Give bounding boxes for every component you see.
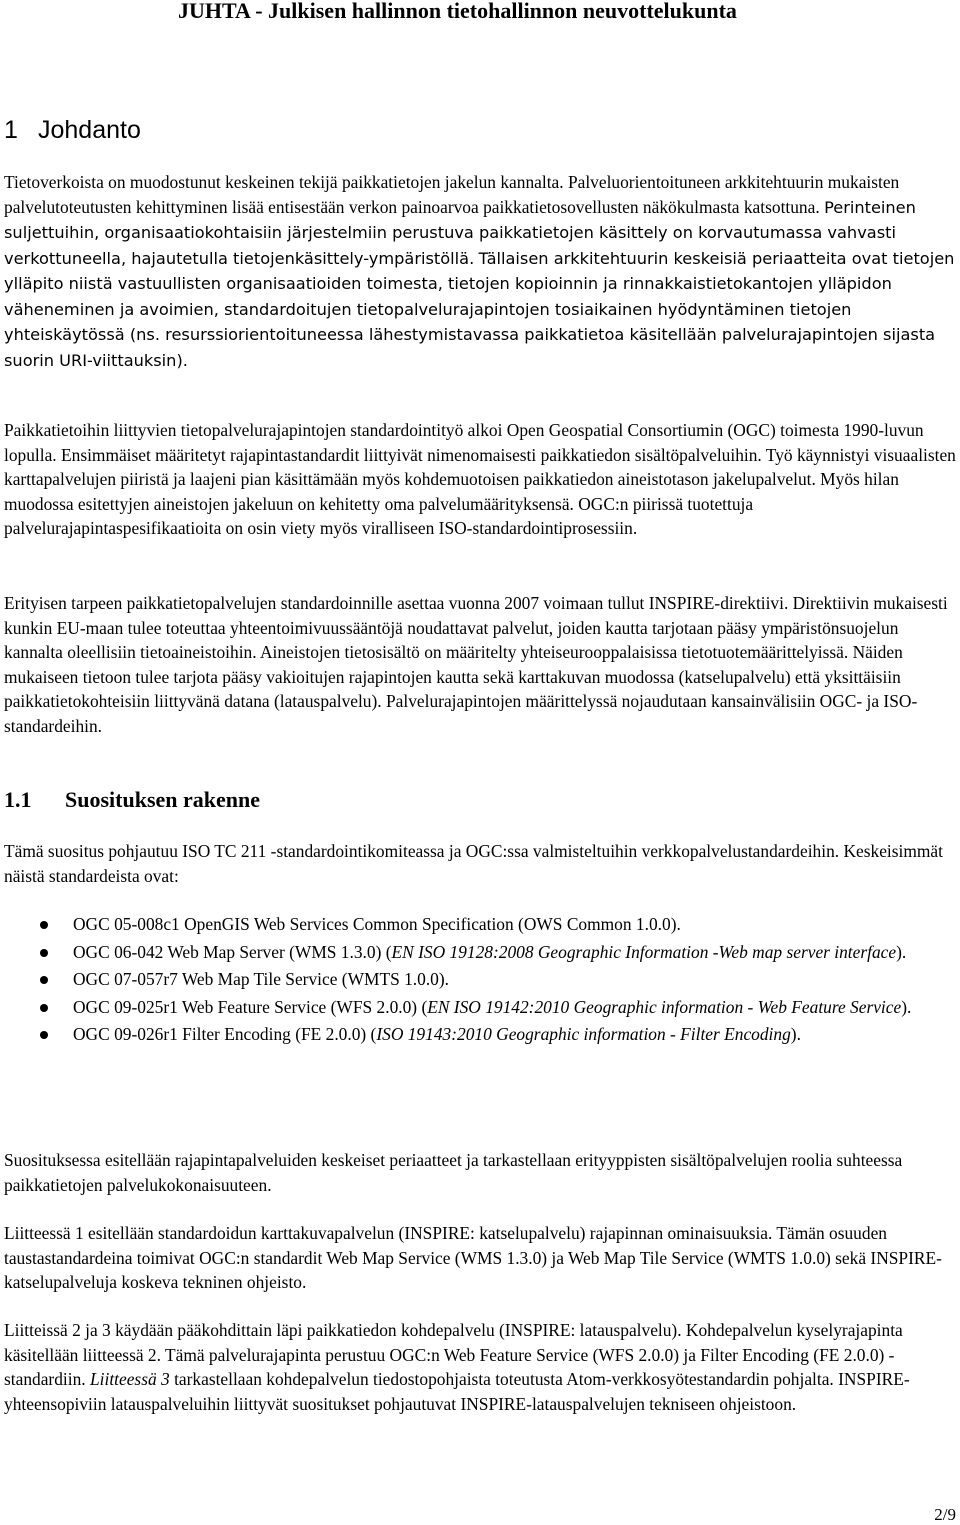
- list-item: OGC 05-008c1 OpenGIS Web Services Common Specification (OWS Common 1.0.0).: [4, 912, 956, 937]
- paragraph-annex-1: Liitteessä 1 esitellään standardoidun karttakuvapalvelun (INSPIRE: katselupalvelu) rajapinnan ominaisuuksia. Tämän osuuden taustastandardeina toimivat OGC:n standardit Web Map Service (WMS 1.3.0) ja Web Map Tile Service (WMTS 1.0.0) sekä INSPIRE-katselupalveluja koskeva tekninen ohjeisto.: [4, 1223, 942, 1292]
- paragraph-recommendation: Suosituksessa esitellään rajapintapalveluiden keskeiset periaatteet ja tarkastellaan erityyppisten sisältöpalvelujen roolia suhteessa paikkatietojen palvelukokonaisuuteen.: [4, 1150, 903, 1195]
- paragraph-intro-part-b: Perinteinen suljettuihin, organisaatiokohtaisiin järjestelmiin perustuva paikkatietojen käsittely on korvautumassa vahvasti verkottuneella, hajautetulla tietojenkäsittely-ympäristöllä.: [4, 197, 916, 268]
- section-heading-1: [4, 116, 141, 145]
- list-item: OGC 09-026r1 Filter Encoding (FE 2.0.0) (ISO 19143:2010 Geographic information - Filter Encoding).: [4, 1022, 956, 1047]
- subsection-title: Suosituksen rakenne: [65, 787, 261, 812]
- list-item: OGC 07-057r7 Web Map Tile Service (WMTS 1.0.0).: [4, 967, 956, 992]
- paragraph-inspire: Erityisen tarpeen paikkatietopalvelujen standardoinnille asettaa vuonna 2007 voimaan tullut INSPIRE-direktiivi. Direktiivin mukaisesti kunkin EU-maan tulee toteuttaa yhteentoimivuussääntöjä noudattavat palvelut, joiden kautta tarjotaan pääsy ympäristönsuojelun kannalta oleellisiin tietoaineistoihin. Aineistojen tietosisältö on määritelty yhteiseurooppalaisissa tietotuotemäärittelyissä. Näiden mukaiseen tietoon tulee tarjota pääsy vakioitujen rajapintojen kautta sekä karttakuvan muodossa (katselupalvelu) että yksittäisiin paikkatietokohteisiin liittyvänä datana (latauspalvelu). Palvelurajapintojen määrittelyssä nojaudutaan kansainvälisiin OGC- ja ISO-standardeihin.: [4, 593, 948, 736]
- list-item: OGC 09-025r1 Web Feature Service (WFS 2.0.0) (EN ISO 19142:2010 Geographic information - Web Feature Service).: [4, 995, 956, 1020]
- bullet-icon: [40, 976, 48, 984]
- paragraph-intro-part-c: Tällaisen arkkitehtuurin keskeisiä periaatteita ovat tietojen ylläpito niistä vastuullisten organisaatioiden toimesta, tietojen kopioinnin ja rinnakkaistietokantojen ylläpidon väheneminen ja avoimien, standardoitujen tietopalvelurajapintojen tosiaikainen hyödyntäminen tietojen yhteiskäytössä (ns. resurssiorientoituneessa lähestymistavassa paikkatietoa käsitellään palvelurajapintojen sijasta suorin URI-viittauksin).: [4, 248, 955, 370]
- list-item: OGC 06-042 Web Map Server (WMS 1.3.0) (EN ISO 19128:2008 Geographic Information -Web map server interface).: [4, 940, 956, 965]
- bullet-icon: [40, 921, 48, 929]
- bullet-icon: [40, 949, 48, 957]
- bullet-icon: [40, 1004, 48, 1012]
- subsection-number: 1.1: [4, 787, 32, 812]
- section-heading-1-1: [4, 787, 260, 813]
- page-number: 2/9: [934, 1505, 956, 1524]
- paragraph-intro: [4, 170, 956, 373]
- paragraph-standards-intro: Tämä suositus pohjautuu ISO TC 211 -standardointikomiteassa ja OGC:ssa valmisteltuihin verkkopalvelustandardeihin. Keskeisimmät näistä standardeista ovat:: [4, 841, 943, 886]
- standards-list: [4, 912, 956, 1050]
- paragraph-intro-part-a: Tietoverkoista on muodostunut keskeinen tekijä paikkatietojen jakelun kannalta. Palveluorientoituneen arkkitehtuurin mukaisten palvelutoteutusten kehittyminen lisää entisestään verkon painoarvoa paikkatietosovellusten näkökulmasta katsottuna.: [4, 172, 900, 217]
- paragraph-ogc: Paikkatietoihin liittyvien tietopalvelurajapintojen standardointityö alkoi Open Geospatial Consortiumin (OGC) toimesta 1990-luvun lopulla. Ensimmäiset määritetyt rajapintastandardit liittyivät nimenomaisesti paikkatiedon sisältöpalveluihin. Työ käynnistyi visuaalisten karttapalvelujen piiristä ja laajeni pian käsittämään myös kohdemuotoisen paikkatiedon aineistotason jakelupalvelut. Myös hilan muodossa esitettyjen aineistojen jakeluun on kehitetty oma palvelumäärityksensä. OGC:n piirissä tuotettuja palvelurajapintaspesifikaatioita on osin viety myös viralliseen ISO-standardointiprosessiin.: [4, 420, 956, 538]
- bullet-icon: [40, 1031, 48, 1039]
- section-number: 1: [4, 116, 18, 144]
- paragraph-annex-2-3: Liitteissä 2 ja 3 käydään pääkohdittain läpi paikkatiedon kohdepalvelu (INSPIRE: latauspalvelu). Kohdepalvelun kyselyrajapinta käsitellään liitteessä 2. Tämä palvelurajapinta perustuu OGC:n Web Feature Service (WFS 2.0.0) ja Filter Encoding (FE 2.0.0) -standardiin. Liitteessä 3 tarkastellaan kohdepalvelun tiedostopohjaista toteutusta Atom-verkkosyötestandardin pohjalta. INSPIRE-yhteensopiviin latauspalveluihin liittyvät suositukset pohjautuvat INSPIRE-latauspalvelujen tekniseen ohjeistoon.: [4, 1320, 910, 1414]
- document-header: JUHTA - Julkisen hallinnon tietohallinnon neuvottelukunta: [178, 0, 737, 23]
- section-title: Johdanto: [38, 116, 141, 144]
